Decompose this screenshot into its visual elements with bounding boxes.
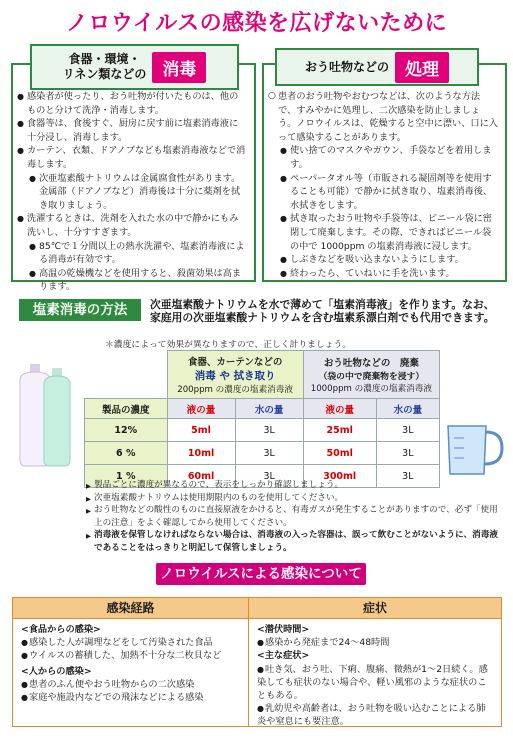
list-item: ● しぶきなどを吸い込まないようにします。 (280, 253, 498, 267)
disinfection-box-subtitle: 食器・環境・ リネン類などの (62, 52, 147, 81)
disinfection-box-header (30, 44, 239, 90)
table-row: 1 % 60ml 3L 300ml 3L (85, 465, 440, 488)
norovirus-table (12, 597, 502, 727)
list-item: ● ペーパータオル等（市販される凝固剤等を使用することも可能）で静かに拭き取り、塩素消毒後、水拭きをします。 (280, 172, 498, 213)
table-row: 12% 5ml 3L 25ml 3L (85, 419, 440, 442)
list-item: ● 85℃で１分間以上の熱水洗濯や、塩素消毒液による消毒が有効です。 (29, 240, 247, 267)
vomit-box-header (275, 48, 479, 86)
list-item: ● 洗濯するときは、洗剤を入れた水の中で静かにもみ洗いし、十分すすぎます。 (17, 212, 247, 239)
page-title: ノロウイルスの感染を広げないために (65, 11, 448, 36)
list-item: ● 食器等は、食後すぐ、厨房に戻す前に塩素消毒液に十分浸し、消毒します。 (17, 117, 247, 144)
chlorine-method-heading: 塩素消毒の方法 (19, 299, 141, 321)
vomit-list (268, 90, 498, 280)
list-item: ▶ おう吐物などの酸性のものに直接原液をかけると、有毒ガスが発生することがありますので、必ず「使用上の注意」をよく確認してから使用してください。 (86, 504, 506, 529)
list-item: ▶ 製品ごとに濃度が異なるので、表示をしっかり確認しましょう。 (86, 479, 506, 492)
col-concentration: 製品の濃度 (85, 399, 168, 419)
bleach-bottles-illustration (6, 362, 78, 468)
list-item: ▶ 次亜塩素酸ナトリウムは使用期限内のものを使用してください。 (86, 492, 506, 505)
col-infection-route: 感染経路 (13, 598, 248, 619)
chlorine-dilution-table (84, 350, 440, 488)
symptoms-content: <潜伏時間> ● 感染から発症まで24〜48時間 <主な症状> ● 吐き気、おう吐、下痢、腹痛、微熱が1〜2日続く。感染しても症状のない場合や、軽い風邪のような症状のこともある。 ● 乳幼児や高齢者は、おう吐物を吸い込むことによる肺炎や窒息にも要注意。 (249, 619, 501, 733)
list-item: ● 使い捨てのマスクやガウン、手袋などを着用します。 (280, 144, 498, 171)
norovirus-heading: ノロウイルスによる感染について (156, 563, 366, 585)
vomit-box-tag: 処理 (395, 52, 449, 83)
col-symptoms: 症状 (249, 598, 501, 619)
chlorine-method-description: 次亜塩素酸ナトリウムを水で薄めて「塩素消毒液」を作ります。なお、家庭用の次亜塩素酸ナトリウムを含む塩素系漂白剤でも代用できます。 (150, 298, 495, 325)
concentration-note: ＊濃度によって効果が異なりますので、正しく計りましょう。 (105, 340, 352, 350)
chlorine-notes (86, 479, 506, 555)
disinfection-box-tag: 消毒 (152, 52, 206, 83)
infection-route-content: <食品からの感染> ● 感染した人が調理などをして汚染された食品 ● ウイルスの蓄積した、加熱不十分な二枚貝など <人からの感染> ● 患者のふん便やおう吐物からの二次感染 ● 家庭や施設内などでの飛沫などによる感染 (13, 619, 248, 708)
col-liquid-1: 液の量 (167, 399, 235, 419)
list-item: ○ 患者のおう吐物やおむつなどは、次のような方法で、すみやかに処理し、二次感染を防止しましょう。ノロウイルスは、乾燥すると空中に漂い、口に入って感染することがあります。 (268, 90, 498, 144)
table-header-row (85, 399, 440, 419)
vomit-box-subtitle: おう吐物などの (304, 59, 389, 74)
col-water-2: 水の量 (376, 399, 439, 419)
list-item: ● 高温の乾燥機などを使用すると、殺菌効果は高まります。 (29, 267, 247, 294)
disinfection-list (17, 90, 247, 294)
col-liquid-2: 液の量 (303, 399, 376, 419)
table-row: 6 % 10ml 3L 50ml 3L (85, 442, 440, 465)
group-dish-disinfection: 食器、カーテンなどの 消毒 や 拭き取り 200ppm の濃度の塩素消毒液 (167, 351, 303, 399)
list-item: ● 感染者が使ったり、おう吐物が付いたものは、他のものと分けて洗浄・消毒します。 (17, 90, 247, 117)
group-vomit-disposal: おう吐物などの 廃棄 （袋の中で廃棄物を浸す） 1000ppm の濃度の塩素消毒液 (303, 351, 439, 399)
list-item: ● 次亜塩素酸ナトリウムは金属腐食性があります。金属部（ドアノブなど）消毒後は十分に薬剤を拭き取りましょう。 (29, 172, 247, 213)
list-item: ● 拭き取ったおう吐物や手袋等は、ビニール袋に密閉して廃棄します。その際、できればビニール袋の中で 1000ppm の塩素消毒液に浸します。 (280, 212, 498, 253)
measuring-cup-illustration (440, 418, 508, 478)
col-water-1: 水の量 (235, 399, 303, 419)
list-item: ● カーテン、衣類、ドアノブなども塩素消毒液などで消毒します。 (17, 144, 247, 171)
list-item: ● 終わったら、ていねいに手を洗います。 (280, 267, 498, 281)
list-item: ▶ 消毒液を保管しなければならない場合は、消毒液の入った容器は、誤って飲むことがないように、消毒液であることをはっきりと明記して保管しましょう。 (86, 529, 506, 554)
